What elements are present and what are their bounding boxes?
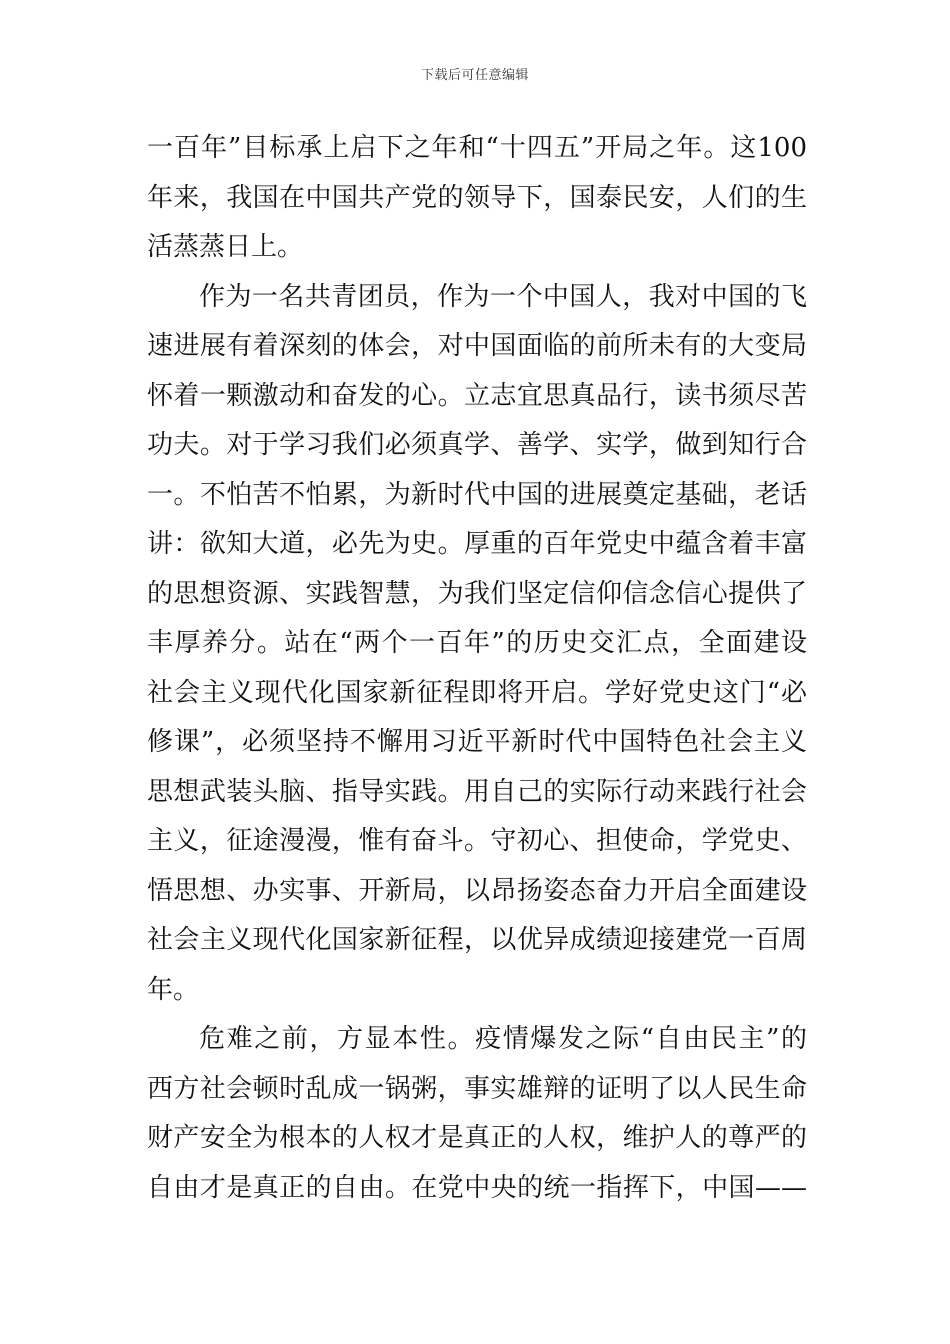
text-line: 思想武装头脑、指导实践。用自己的实际行动来践行社会 xyxy=(147,776,807,807)
text-line: 丰厚养分。站在“两个一百年”的历史交汇点，全面建设 xyxy=(147,628,807,658)
text-line: 年。 xyxy=(147,974,200,1005)
text-line: 危难之前，方显本性。疫情爆发之际“自由民主”的 xyxy=(199,1024,807,1054)
text-line: 财产安全为根本的人权才是真正的人权，维护人的尊严的 xyxy=(147,1123,807,1153)
document-body xyxy=(147,124,807,1213)
text-line: 讲：欲知大道，必先为史。厚重的百年党史中蕴含着丰富 xyxy=(147,529,807,559)
text-line: 社会主义现代化国家新征程，以优异成绩迎接建党一百周 xyxy=(147,925,807,955)
text-line: 速进展有着深刻的体会，对中国面临的前所未有的大变局 xyxy=(147,331,807,361)
text-line: 作为一名共青团员，作为一个中国人，我对中国的飞 xyxy=(199,281,807,312)
text-line: 主义，征途漫漫，惟有奋斗。守初心、担使命，学党史、 xyxy=(147,826,807,856)
text-line: 社会主义现代化国家新征程即将开启。学好党史这门“必 xyxy=(147,677,807,708)
text-line: 修课”，必须坚持不懈用习近平新时代中国特色社会主义 xyxy=(147,727,807,757)
text-line: 一百年”目标承上启下之年和“十四五”开局之年。这100 xyxy=(147,133,807,163)
text-line: 自由才是真正的自由。在党中央的统一指挥下，中国—— xyxy=(147,1172,807,1203)
text-line: 活蒸蒸日上。 xyxy=(147,232,304,262)
text-line: 悟思想、办实事、开新局，以昂扬姿态奋力开启全面建设 xyxy=(147,875,807,906)
text-line: 怀着一颗激动和奋发的心。立志宜思真品行，读书须尽苦 xyxy=(147,380,807,411)
paragraph-3 xyxy=(147,1015,807,1213)
text-line: 西方社会顿时乱成一锅粥，事实雄辩的证明了以人民生命 xyxy=(147,1073,807,1104)
paragraph-2 xyxy=(147,273,807,1016)
text-line: 年来，我国在中国共产党的领导下，国泰民安，人们的生 xyxy=(147,182,807,213)
text-line: 一。不怕苦不怕累，为新时代中国的进展奠定基础，老话 xyxy=(147,479,807,510)
text-line: 功夫。对于学习我们必须真学、善学、实学，做到知行合 xyxy=(147,430,807,460)
page-header: 下载后可任意编辑 xyxy=(420,68,529,83)
paragraph-1 xyxy=(147,124,807,273)
text-line: 的思想资源、实践智慧，为我们坚定信仰信念信心提供了 xyxy=(147,578,807,609)
